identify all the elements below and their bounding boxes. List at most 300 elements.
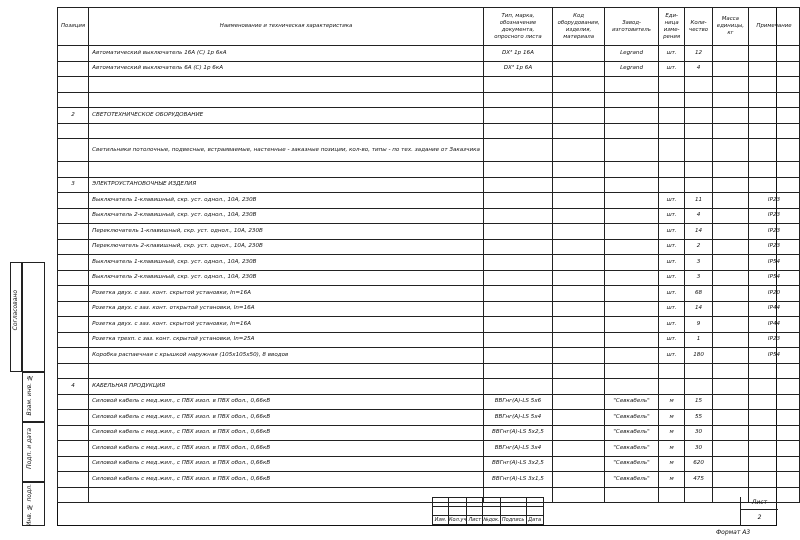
- cell-code: [553, 410, 605, 426]
- cell-unit: шт.: [658, 46, 685, 62]
- cell-mass: [712, 61, 748, 77]
- cell-note: IP23: [749, 193, 800, 209]
- cell-note: IP54: [749, 270, 800, 286]
- header-maker: Завод-изготовитель: [605, 8, 659, 46]
- cell-type: [483, 224, 552, 240]
- cell-mass: [712, 92, 748, 108]
- cell-pos: [58, 456, 89, 472]
- cell-note: [749, 61, 800, 77]
- cell-qty: 55: [685, 410, 712, 426]
- cell-pos: [58, 46, 89, 62]
- cell-qty: [685, 123, 712, 139]
- cell-name: [89, 162, 484, 178]
- table-row: [58, 270, 800, 286]
- cell-pos: [58, 270, 89, 286]
- cell-mass: [712, 410, 748, 426]
- cell-mass: [712, 425, 748, 441]
- cell-mass: [712, 286, 748, 302]
- cell-pos: [58, 286, 89, 302]
- table-row: [58, 162, 800, 178]
- cell-mass: [712, 317, 748, 333]
- cell-name: Коробка распаечная с крышкой наружная (105х105х50), 8 вводов: [89, 348, 484, 364]
- cell-code: [553, 317, 605, 333]
- table-row: [58, 239, 800, 255]
- stamp-list: Лист: [468, 517, 482, 523]
- header-mass: Масса единицы, кг: [712, 8, 748, 46]
- cell-type: [483, 123, 552, 139]
- table-row: [58, 255, 800, 271]
- cell-pos: [58, 317, 89, 333]
- cell-maker: "Севкабель": [605, 410, 659, 426]
- cell-name: Силовой кабель с мед.жил., с ПВХ изол. в ПВХ обол., 0,66кВ: [89, 441, 484, 457]
- cell-unit: шт.: [658, 348, 685, 364]
- cell-pos: [58, 92, 89, 108]
- cell-maker: [605, 255, 659, 271]
- cell-code: [553, 61, 605, 77]
- cell-qty: 2: [685, 239, 712, 255]
- header-note: Примечание: [749, 8, 800, 46]
- cell-maker: "Севкабель": [605, 425, 659, 441]
- cell-code: [553, 363, 605, 379]
- cell-pos: [58, 61, 89, 77]
- cell-type: DX³ 1р 16А: [483, 46, 552, 62]
- cell-code: [553, 301, 605, 317]
- cell-pos: [58, 239, 89, 255]
- cell-mass: [712, 301, 748, 317]
- cell-mass: [712, 193, 748, 209]
- cell-unit: [658, 77, 685, 93]
- cell-name: КАБЕЛЬНАЯ ПРОДУКЦИЯ: [89, 379, 484, 395]
- cell-maker: [605, 123, 659, 139]
- cell-pos: 2: [58, 108, 89, 124]
- cell-name: [89, 487, 484, 503]
- cell-pos: [58, 363, 89, 379]
- cell-maker: [605, 77, 659, 93]
- title-block-stamp: [432, 497, 544, 525]
- cell-type: [483, 317, 552, 333]
- cell-mass: [712, 270, 748, 286]
- cell-maker: [605, 177, 659, 193]
- cell-name: [89, 92, 484, 108]
- cell-maker: [605, 193, 659, 209]
- cell-note: [749, 162, 800, 178]
- cell-code: [553, 456, 605, 472]
- cell-qty: 180: [685, 348, 712, 364]
- cell-unit: шт.: [658, 270, 685, 286]
- cell-unit: шт.: [658, 208, 685, 224]
- cell-note: IP44: [749, 301, 800, 317]
- cell-code: [553, 239, 605, 255]
- table-row: [58, 193, 800, 209]
- cell-qty: 475: [685, 472, 712, 488]
- cell-note: IP23: [749, 332, 800, 348]
- cell-name: Автоматический выключатель 6А (С) 1р 6кА: [89, 61, 484, 77]
- cell-name: Выключатель 1-клавишный, скр. уст. однол., 10А, 230В: [89, 193, 484, 209]
- cell-note: [749, 456, 800, 472]
- cell-pos: [58, 472, 89, 488]
- specification-table: [57, 7, 800, 503]
- header-name: Наименование и техническая характеристика: [89, 8, 484, 46]
- cell-qty: 12: [685, 46, 712, 62]
- cell-qty: 15: [685, 394, 712, 410]
- cell-unit: м: [658, 456, 685, 472]
- cell-unit: [658, 487, 685, 503]
- table-row: [58, 224, 800, 240]
- cell-note: IP54: [749, 255, 800, 271]
- cell-qty: [685, 77, 712, 93]
- cell-type: ВВГнг(А)-LS 3х2,5: [483, 456, 552, 472]
- cell-unit: [658, 139, 685, 162]
- cell-qty: 4: [685, 61, 712, 77]
- cell-mass: [712, 46, 748, 62]
- cell-note: IP23: [749, 208, 800, 224]
- cell-maker: [605, 162, 659, 178]
- cell-maker: "Севкабель": [605, 472, 659, 488]
- cell-unit: [658, 92, 685, 108]
- cell-name: ЭЛЕКТРОУСТАНОВОЧНЫЕ ИЗДЕЛИЯ: [89, 177, 484, 193]
- cell-qty: [685, 177, 712, 193]
- cell-code: [553, 224, 605, 240]
- cell-unit: [658, 123, 685, 139]
- cell-name: Розетка двух. с заз. конт. открытой установки, In=16А: [89, 301, 484, 317]
- cell-type: ВВГнг(А)-LS 3х4: [483, 441, 552, 457]
- cell-mass: [712, 379, 748, 395]
- cell-type: [483, 286, 552, 302]
- cell-name: Силовой кабель с мед.жил., с ПВХ изол. в ПВХ обол., 0,66кВ: [89, 472, 484, 488]
- cell-maker: [605, 379, 659, 395]
- cell-code: [553, 177, 605, 193]
- cell-unit: шт.: [658, 61, 685, 77]
- cell-pos: [58, 162, 89, 178]
- cell-note: [749, 363, 800, 379]
- cell-mass: [712, 162, 748, 178]
- table-row: [58, 472, 800, 488]
- cell-maker: "Севкабель": [605, 456, 659, 472]
- cell-note: [749, 177, 800, 193]
- stamp-data: Дата: [526, 516, 543, 525]
- cell-code: [553, 472, 605, 488]
- cell-name: Розетка двух. с заз. конт. скрытой установки, In=16А: [89, 286, 484, 302]
- cell-mass: [712, 394, 748, 410]
- cell-mass: [712, 208, 748, 224]
- cell-type: [483, 162, 552, 178]
- table-row: [58, 456, 800, 472]
- cell-note: [749, 394, 800, 410]
- cell-name: Выключатель 2-клавишный, скр. уст. однол., 10А, 230В: [89, 208, 484, 224]
- cell-note: [749, 77, 800, 93]
- cell-note: IP23: [749, 224, 800, 240]
- cell-name: Розетка двух. с заз. конт. скрытой установки, In=16А: [89, 317, 484, 333]
- cell-mass: [712, 239, 748, 255]
- cell-code: [553, 270, 605, 286]
- cell-code: [553, 123, 605, 139]
- sidebar-agreed-label: Согласовано: [12, 290, 19, 331]
- format-label: Формат А3: [716, 529, 751, 536]
- cell-unit: шт.: [658, 286, 685, 302]
- cell-pos: [58, 394, 89, 410]
- cell-code: [553, 255, 605, 271]
- table-row: [58, 92, 800, 108]
- table-row: [58, 379, 800, 395]
- cell-note: IP20: [749, 286, 800, 302]
- cell-pos: 3: [58, 177, 89, 193]
- cell-mass: [712, 77, 748, 93]
- cell-qty: 1: [685, 332, 712, 348]
- cell-code: [553, 441, 605, 457]
- cell-unit: [658, 379, 685, 395]
- cell-type: [483, 301, 552, 317]
- cell-maker: [605, 92, 659, 108]
- cell-unit: [658, 363, 685, 379]
- cell-maker: [605, 108, 659, 124]
- cell-mass: [712, 363, 748, 379]
- table-row: [58, 410, 800, 426]
- cell-mass: [712, 456, 748, 472]
- table-row: [58, 46, 800, 62]
- cell-maker: Legrand: [605, 46, 659, 62]
- sheet-number-box: [740, 497, 778, 526]
- cell-maker: Legrand: [605, 61, 659, 77]
- cell-pos: [58, 77, 89, 93]
- stamp-podp: Подпись: [501, 517, 525, 523]
- table-row: [58, 441, 800, 457]
- cell-mass: [712, 348, 748, 364]
- table-row: [58, 208, 800, 224]
- cell-type: [483, 92, 552, 108]
- cell-pos: [58, 487, 89, 503]
- table-row: [58, 301, 800, 317]
- cell-name: Розетка трехп. с заз. конт. скрытой установки, In=25А: [89, 332, 484, 348]
- cell-type: [483, 255, 552, 271]
- cell-unit: шт.: [658, 255, 685, 271]
- cell-name: [89, 363, 484, 379]
- cell-qty: 14: [685, 224, 712, 240]
- cell-type: [483, 348, 552, 364]
- cell-mass: [712, 139, 748, 162]
- cell-code: [553, 139, 605, 162]
- cell-type: [483, 270, 552, 286]
- cell-maker: "Севкабель": [605, 441, 659, 457]
- cell-note: [749, 379, 800, 395]
- cell-qty: [685, 162, 712, 178]
- cell-unit: [658, 162, 685, 178]
- sheet-label: Лист: [751, 499, 768, 506]
- sheet-number: 2: [757, 514, 762, 521]
- table-row: [58, 425, 800, 441]
- cell-type: [483, 193, 552, 209]
- cell-note: [749, 472, 800, 488]
- cell-type: [483, 332, 552, 348]
- cell-type: [483, 108, 552, 124]
- table-row: [58, 177, 800, 193]
- cell-mass: [712, 255, 748, 271]
- cell-qty: [685, 92, 712, 108]
- sidebar-inv-replace-label: Взам. инв. №: [26, 374, 33, 416]
- cell-unit: м: [658, 410, 685, 426]
- cell-code: [553, 162, 605, 178]
- table-row: [58, 61, 800, 77]
- cell-maker: [605, 270, 659, 286]
- cell-pos: [58, 332, 89, 348]
- cell-note: [749, 139, 800, 162]
- cell-unit: шт.: [658, 239, 685, 255]
- cell-code: [553, 425, 605, 441]
- cell-code: [553, 286, 605, 302]
- cell-maker: [605, 363, 659, 379]
- cell-code: [553, 193, 605, 209]
- cell-name: Выключатель 1-клавишный, скр. уст. однол., 10А, 230В: [89, 255, 484, 271]
- stamp-izm: Изм.: [433, 516, 449, 525]
- cell-name: [89, 77, 484, 93]
- cell-maker: [605, 487, 659, 503]
- table-row: [58, 363, 800, 379]
- cell-maker: [605, 208, 659, 224]
- cell-code: [553, 46, 605, 62]
- cell-code: [553, 208, 605, 224]
- cell-name: Силовой кабель с мед.жил., с ПВХ изол. в ПВХ обол., 0,66кВ: [89, 394, 484, 410]
- table-row: [58, 394, 800, 410]
- cell-unit: шт.: [658, 317, 685, 333]
- cell-name: Светильники потолочные, подвесные, встраиваемые, настенные - заказные позиции, кол-во, типы - по тех. задание от Заказчика: [89, 139, 484, 162]
- cell-code: [553, 394, 605, 410]
- cell-unit: м: [658, 472, 685, 488]
- cell-type: ВВГнг(А)-LS 5х6: [483, 394, 552, 410]
- cell-pos: [58, 301, 89, 317]
- cell-qty: 4: [685, 208, 712, 224]
- cell-qty: 30: [685, 441, 712, 457]
- cell-maker: "Севкабель": [605, 394, 659, 410]
- cell-note: [749, 123, 800, 139]
- cell-maker: [605, 139, 659, 162]
- header-qty: Коли- чество: [685, 8, 712, 46]
- cell-name: Автоматический выключатель 16А (С) 1р 6кА: [89, 46, 484, 62]
- cell-code: [553, 332, 605, 348]
- cell-pos: [58, 193, 89, 209]
- header-unit: Еди- ница изме- рения: [658, 8, 685, 46]
- cell-type: ВВГнг(А)-LS 3х1,5: [483, 472, 552, 488]
- cell-note: [749, 108, 800, 124]
- sidebar-inv-orig-label: Инв. № подл.: [26, 484, 33, 527]
- table-row: [58, 317, 800, 333]
- sidebar-agreed-field: [22, 262, 45, 372]
- cell-name: Силовой кабель с мед.жил., с ПВХ изол. в ПВХ обол., 0,66кВ: [89, 410, 484, 426]
- cell-note: [749, 46, 800, 62]
- cell-unit: шт.: [658, 301, 685, 317]
- stamp-kol: Кол.уч: [449, 517, 467, 523]
- cell-mass: [712, 332, 748, 348]
- header-code: Код оборудования, изделия, материала: [553, 8, 605, 46]
- cell-name: Силовой кабель с мед.жил., с ПВХ изол. в ПВХ обол., 0,66кВ: [89, 456, 484, 472]
- cell-qty: [685, 487, 712, 503]
- cell-note: [749, 410, 800, 426]
- header-position: Позиция: [58, 8, 89, 46]
- cell-unit: шт.: [658, 224, 685, 240]
- cell-type: [483, 239, 552, 255]
- cell-maker: [605, 317, 659, 333]
- cell-qty: 3: [685, 270, 712, 286]
- approval-sidebar: [10, 262, 45, 526]
- cell-maker: [605, 301, 659, 317]
- cell-unit: [658, 177, 685, 193]
- cell-code: [553, 379, 605, 395]
- table-row: [58, 123, 800, 139]
- cell-code: [553, 77, 605, 93]
- table-header-row: [58, 8, 800, 46]
- cell-pos: [58, 208, 89, 224]
- cell-maker: [605, 239, 659, 255]
- cell-note: [749, 425, 800, 441]
- table-row: [58, 139, 800, 162]
- cell-type: DX³ 1р 6А: [483, 61, 552, 77]
- cell-type: ВВГнг(А)-LS 5х2,5: [483, 425, 552, 441]
- cell-qty: 68: [685, 286, 712, 302]
- cell-type: ВВГнг(А)-LS 5х4: [483, 410, 552, 426]
- cell-qty: [685, 108, 712, 124]
- cell-code: [553, 348, 605, 364]
- header-type: Тип, марка, обозначение документа, опросного листа: [483, 8, 552, 46]
- cell-qty: 9: [685, 317, 712, 333]
- table-row: [58, 108, 800, 124]
- cell-name: СВЕТОТЕХНИЧЕСКОЕ ОБОРУДОВАНИЕ: [89, 108, 484, 124]
- cell-mass: [712, 108, 748, 124]
- sidebar-sign-date-label: Подп. и дата: [26, 428, 33, 469]
- cell-type: [483, 77, 552, 93]
- cell-unit: м: [658, 394, 685, 410]
- cell-maker: [605, 286, 659, 302]
- cell-unit: [658, 108, 685, 124]
- cell-unit: шт.: [658, 193, 685, 209]
- cell-note: [749, 441, 800, 457]
- cell-name: Силовой кабель с мед.жил., с ПВХ изол. в ПВХ обол., 0,66кВ: [89, 425, 484, 441]
- table-row: [58, 286, 800, 302]
- cell-mass: [712, 123, 748, 139]
- cell-note: IP54: [749, 348, 800, 364]
- cell-unit: м: [658, 441, 685, 457]
- cell-qty: 3: [685, 255, 712, 271]
- cell-mass: [712, 177, 748, 193]
- table-row: [58, 332, 800, 348]
- cell-unit: м: [658, 425, 685, 441]
- cell-type: [483, 177, 552, 193]
- cell-name: Переключатель 2-клавишный, скр. уст. однол., 10А, 230В: [89, 239, 484, 255]
- cell-type: [483, 379, 552, 395]
- cell-mass: [712, 472, 748, 488]
- cell-name: Переключатель 1-клавишный, скр. уст. однол., 10А, 230В: [89, 224, 484, 240]
- cell-qty: 14: [685, 301, 712, 317]
- cell-pos: [58, 425, 89, 441]
- cell-qty: [685, 363, 712, 379]
- cell-maker: [605, 332, 659, 348]
- cell-type: [483, 139, 552, 162]
- cell-code: [553, 487, 605, 503]
- cell-mass: [712, 224, 748, 240]
- cell-pos: [58, 441, 89, 457]
- cell-pos: [58, 410, 89, 426]
- table-row: [58, 487, 800, 503]
- cell-mass: [712, 441, 748, 457]
- cell-qty: 11: [685, 193, 712, 209]
- cell-pos: [58, 123, 89, 139]
- cell-name: Выключатель 2-клавишный, скр. уст. однол., 10А, 230В: [89, 270, 484, 286]
- cell-unit: шт.: [658, 332, 685, 348]
- cell-qty: [685, 379, 712, 395]
- cell-pos: [58, 255, 89, 271]
- cell-qty: 30: [685, 425, 712, 441]
- cell-type: [483, 363, 552, 379]
- cell-name: [89, 123, 484, 139]
- cell-code: [553, 92, 605, 108]
- cell-qty: 620: [685, 456, 712, 472]
